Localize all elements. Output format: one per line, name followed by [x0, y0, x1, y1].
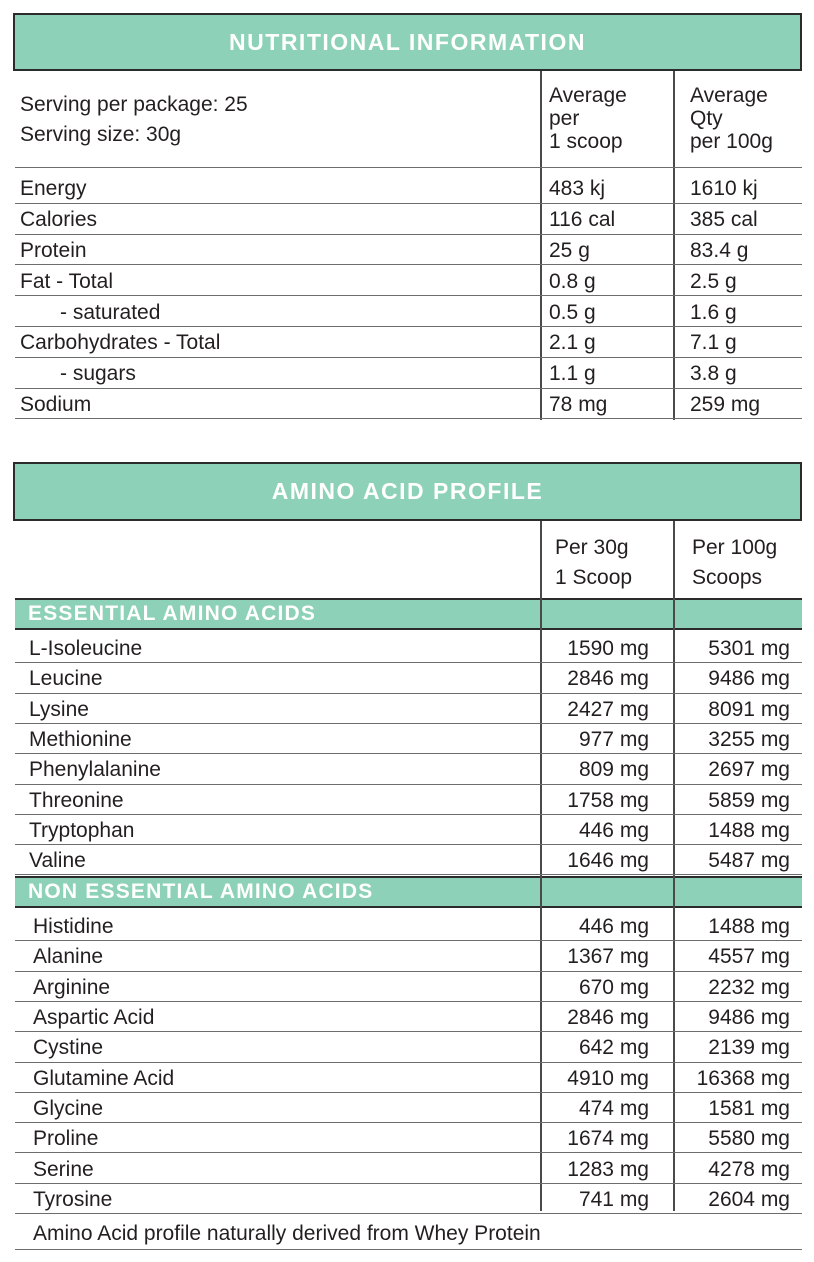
row-name: Proline: [33, 1127, 99, 1151]
row-divider: [15, 1213, 802, 1214]
row-per-scoop: 977 mg: [578, 728, 649, 752]
row-per-100g: 2697 mg: [708, 758, 790, 782]
row-name: Carbohydrates - Total: [20, 331, 221, 355]
row-per-scoop: 642 mg: [578, 1036, 649, 1060]
row-per-scoop: 0.8 g: [549, 269, 596, 293]
row-divider: [15, 1092, 802, 1093]
amino-col-divider-1: [540, 521, 542, 1211]
row-name: Tryptophan: [29, 818, 135, 842]
row-divider: [15, 418, 802, 419]
row-name: Sodium: [20, 393, 92, 416]
row-per-100g: 83.4 g: [690, 239, 749, 262]
row-name: Threonine: [29, 788, 124, 812]
amino-col2-header: [692, 533, 777, 593]
row-divider: [15, 1152, 802, 1153]
row-per-100g: 1488 mg: [708, 915, 790, 939]
row-per-100g: 4278 mg: [708, 1157, 790, 1181]
row-per-100g: 3255 mg: [708, 728, 790, 752]
row-name: - sugars: [60, 362, 136, 386]
row-divider: [15, 662, 802, 663]
row-name: Glutamine Acid: [33, 1066, 175, 1090]
row-per-100g: 2232 mg: [708, 975, 790, 999]
row-divider: [15, 1183, 802, 1184]
row-per-scoop: 2846 mg: [567, 1006, 649, 1030]
row-name: Phenylalanine: [29, 758, 161, 782]
row-name: Valine: [29, 849, 86, 873]
row-per-scoop: 1367 mg: [567, 945, 649, 969]
nutrition-col2-header-line: Qty: [690, 107, 723, 130]
row-per-scoop: 0.5 g: [549, 300, 596, 324]
row-name: L-Isoleucine: [29, 637, 143, 661]
row-name: Histidine: [33, 915, 114, 939]
row-per-scoop: 1646 mg: [567, 849, 649, 873]
nutrition-col-divider-2: [673, 71, 675, 420]
row-divider: [15, 1031, 802, 1032]
row-per-scoop: 474 mg: [578, 1096, 649, 1120]
nutrition-col2-header: [690, 84, 773, 153]
row-divider: [15, 1001, 802, 1002]
row-per-scoop: 809 mg: [578, 758, 649, 782]
row-per-scoop: 1590 mg: [567, 637, 649, 661]
row-per-100g: 1.6 g: [690, 300, 737, 324]
amino-footnote: Amino Acid profile naturally derived from Whey Protein: [33, 1222, 541, 1245]
row-per-100g: 1610 kj: [690, 177, 758, 201]
row-divider: [15, 693, 802, 694]
amino-col2-header-line: Scoops: [692, 566, 763, 589]
row-divider: [15, 234, 802, 235]
nutrition-col1-header-line: Average: [549, 84, 627, 107]
row-per-scoop: 4910 mg: [567, 1066, 649, 1090]
amino-col1-header: [555, 533, 632, 593]
row-per-scoop: 483 kj: [549, 177, 606, 201]
row-divider: [15, 1122, 802, 1123]
row-divider: [15, 753, 802, 754]
nutrition-col1-header: [549, 84, 627, 153]
row-per-scoop: 1674 mg: [567, 1127, 649, 1151]
nutrition-col-divider-1: [540, 71, 542, 420]
serving-size: Serving size: 30g: [20, 123, 182, 146]
row-divider: [15, 357, 802, 358]
row-per-scoop: 1.1 g: [549, 362, 596, 386]
nutrition-col2-header-line: per 100g: [690, 130, 773, 153]
row-divider: [15, 167, 802, 168]
row-name: Serine: [33, 1157, 94, 1181]
row-per-100g: 5301 mg: [708, 637, 790, 661]
row-per-scoop: 670 mg: [578, 975, 649, 999]
amino-col-divider-2: [673, 521, 675, 1211]
amino-col1-header-line: 1 Scoop: [555, 566, 633, 589]
row-per-100g: 5580 mg: [708, 1127, 790, 1151]
row-name: Lysine: [29, 697, 89, 721]
row-per-100g: 3.8 g: [690, 362, 737, 386]
row-per-scoop: 2.1 g: [549, 331, 596, 355]
row-per-scoop: 446 mg: [578, 818, 649, 842]
row-per-100g: 7.1 g: [690, 331, 737, 355]
row-divider: [15, 784, 802, 785]
row-divider: [15, 844, 802, 845]
row-divider: [15, 723, 802, 724]
row-per-scoop: 741 mg: [578, 1187, 649, 1211]
row-name: Cystine: [33, 1036, 104, 1060]
row-name: Energy: [20, 177, 87, 201]
row-per-scoop: 1758 mg: [567, 788, 649, 812]
row-divider: [15, 326, 802, 327]
row-name: Tyrosine: [33, 1187, 113, 1211]
row-divider: [15, 874, 802, 875]
row-name: - saturated: [60, 300, 161, 324]
essential-amino-title: ESSENTIAL AMINO ACIDS: [15, 598, 802, 630]
row-per-scoop: 2427 mg: [567, 697, 649, 721]
row-per-100g: 2604 mg: [708, 1187, 790, 1211]
row-per-scoop: 2846 mg: [567, 667, 649, 691]
row-per-100g: 2139 mg: [708, 1036, 790, 1060]
serving-per-package: Serving per package: 25: [20, 93, 248, 116]
row-per-100g: 4557 mg: [708, 945, 790, 969]
row-per-100g: 1581 mg: [708, 1096, 790, 1120]
row-divider: [15, 264, 802, 265]
row-per-100g: 259 mg: [690, 393, 761, 416]
row-per-100g: 8091 mg: [708, 697, 790, 721]
amino-col2-header-line: Per 100g: [692, 536, 778, 559]
nutrition-col2-header-line: Average: [690, 84, 768, 107]
row-per-100g: 9486 mg: [708, 1006, 790, 1030]
row-divider: [15, 1062, 802, 1063]
amino-col1-header-line: Per 30g: [555, 536, 629, 559]
row-per-scoop: 78 mg: [549, 393, 608, 416]
row-per-scoop: 116 cal: [549, 208, 616, 232]
row-divider: [15, 295, 802, 296]
row-per-scoop: 1283 mg: [567, 1157, 649, 1181]
row-name: Methionine: [29, 728, 132, 752]
row-per-100g: 16368 mg: [696, 1066, 790, 1090]
row-divider: [15, 388, 802, 389]
nutrition-col1-header-line: per: [549, 107, 580, 130]
row-name: Glycine: [33, 1096, 104, 1120]
row-name: Alanine: [33, 945, 104, 969]
row-divider: [15, 940, 802, 941]
row-name: Aspartic Acid: [33, 1006, 155, 1030]
nutrition-col1-header-line: 1 scoop: [549, 130, 623, 153]
footnote-rule: [15, 1249, 802, 1250]
row-per-100g: 5859 mg: [708, 788, 790, 812]
row-divider: [15, 971, 802, 972]
row-per-100g: 2.5 g: [690, 269, 737, 293]
row-divider: [15, 814, 802, 815]
row-divider: [15, 203, 802, 204]
row-per-100g: 9486 mg: [708, 667, 790, 691]
row-name: Calories: [20, 208, 98, 232]
row-per-100g: 5487 mg: [708, 849, 790, 873]
row-per-100g: 385 cal: [690, 208, 758, 232]
row-per-scoop: 446 mg: [578, 915, 649, 939]
row-per-100g: 1488 mg: [708, 818, 790, 842]
row-name: Arginine: [33, 975, 111, 999]
row-name: Fat - Total: [20, 269, 113, 293]
non-essential-amino-title: NON ESSENTIAL AMINO ACIDS: [15, 876, 802, 908]
row-per-scoop: 25 g: [549, 239, 590, 262]
amino-title: AMINO ACID PROFILE: [13, 462, 802, 521]
row-name: Leucine: [29, 667, 103, 691]
row-name: Protein: [20, 239, 87, 262]
nutrition-title: NUTRITIONAL INFORMATION: [13, 13, 802, 71]
